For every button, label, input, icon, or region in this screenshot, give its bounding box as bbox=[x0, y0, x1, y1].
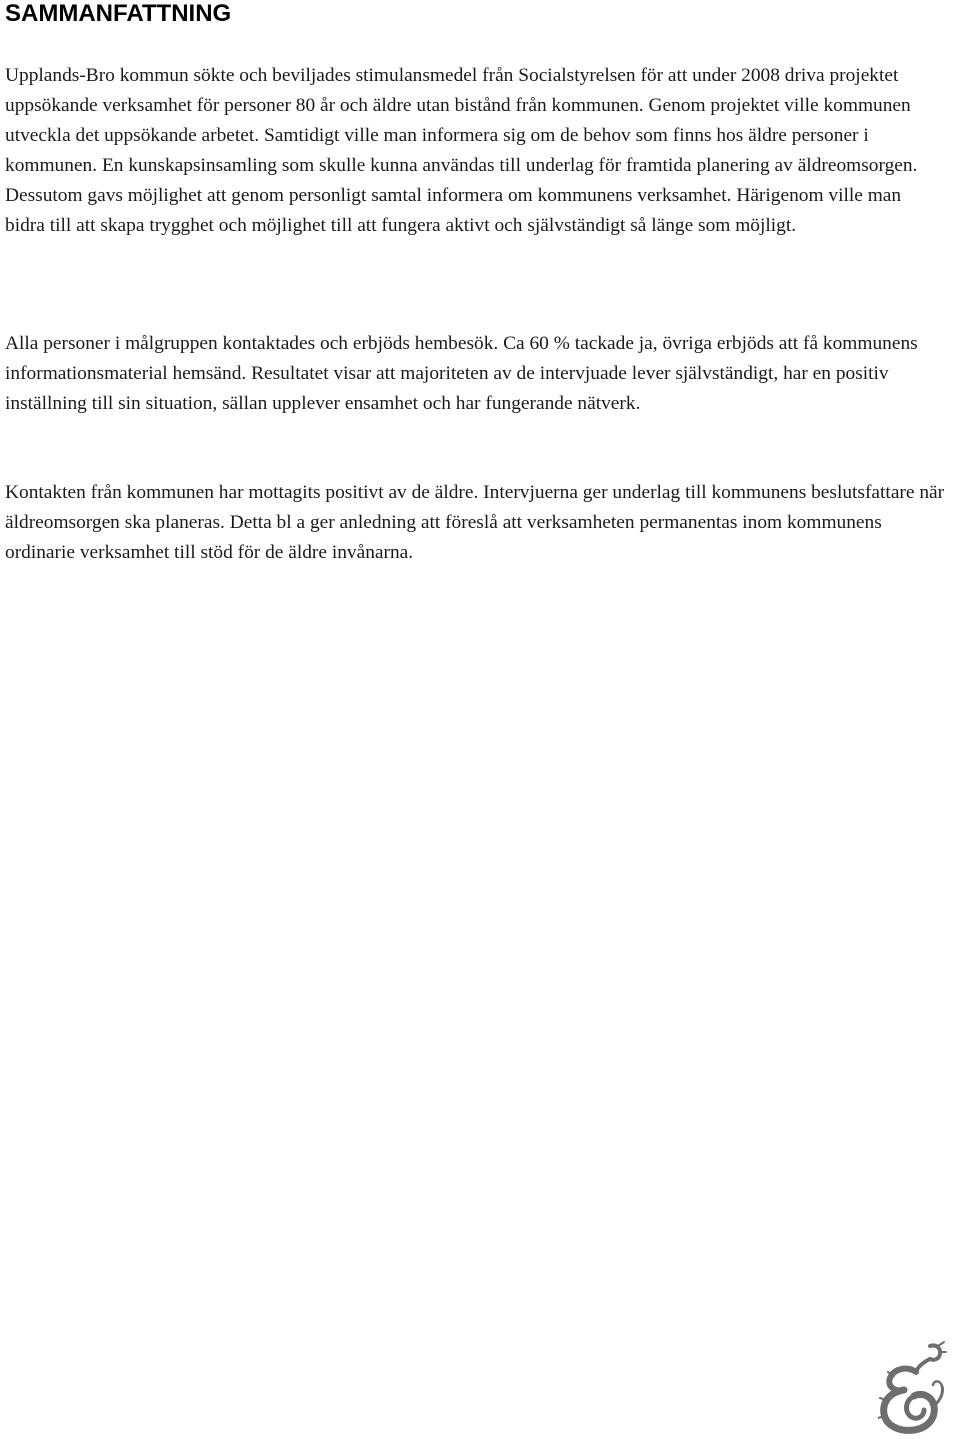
paragraph-results: Alla personer i målgruppen kontaktades och erbjöds hembesök. Ca 60 % tackade ja, övriga erbjöds att få kommunens informationsmaterial hemsänd. Resultatet visar att majoriteten av de intervjuade lever självständigt, har en positiv inställning till sin situation, sällan upplever ensamhet och har fungerande nätverk. bbox=[5, 333, 918, 414]
dragon-logo-icon bbox=[878, 1340, 948, 1435]
paragraph-conclusion: Kontakten från kommunen har mottagits positivt av de äldre. Intervjuerna ger underlag till kommunens beslutsfattare när äldreomsorgen ska planeras. Detta bl a ger anledning att föreslå att verksamheten permanentas inom kommunens ordinarie verksamhet till stöd för de äldre invånarna. bbox=[5, 482, 945, 563]
page-title: SAMMANFATTNING bbox=[5, 0, 232, 27]
paragraph-intro: Upplands-Bro kommun sökte och beviljades stimulansmedel från Socialstyrelsen för att under 2008 driva projektet uppsökande verksamhet för personer 80 år och äldre utan bistånd från kommunen. Genom projektet ville kommunen utveckla det uppsökande arbetet. Samtidigt ville man informera sig om de behov som finns hos äldre personer i kommunen. En kunskapsinsamling som skulle kunna användas till underlag för framtida planering av äldreomsorgen. Dessutom gavs möjlighet att genom personligt samtal informera om kommunens verksamhet. Härigenom ville man bidra till att skapa trygghet och möjlighet till att fungera aktivt och självständigt så länge som möjligt. bbox=[5, 65, 918, 236]
